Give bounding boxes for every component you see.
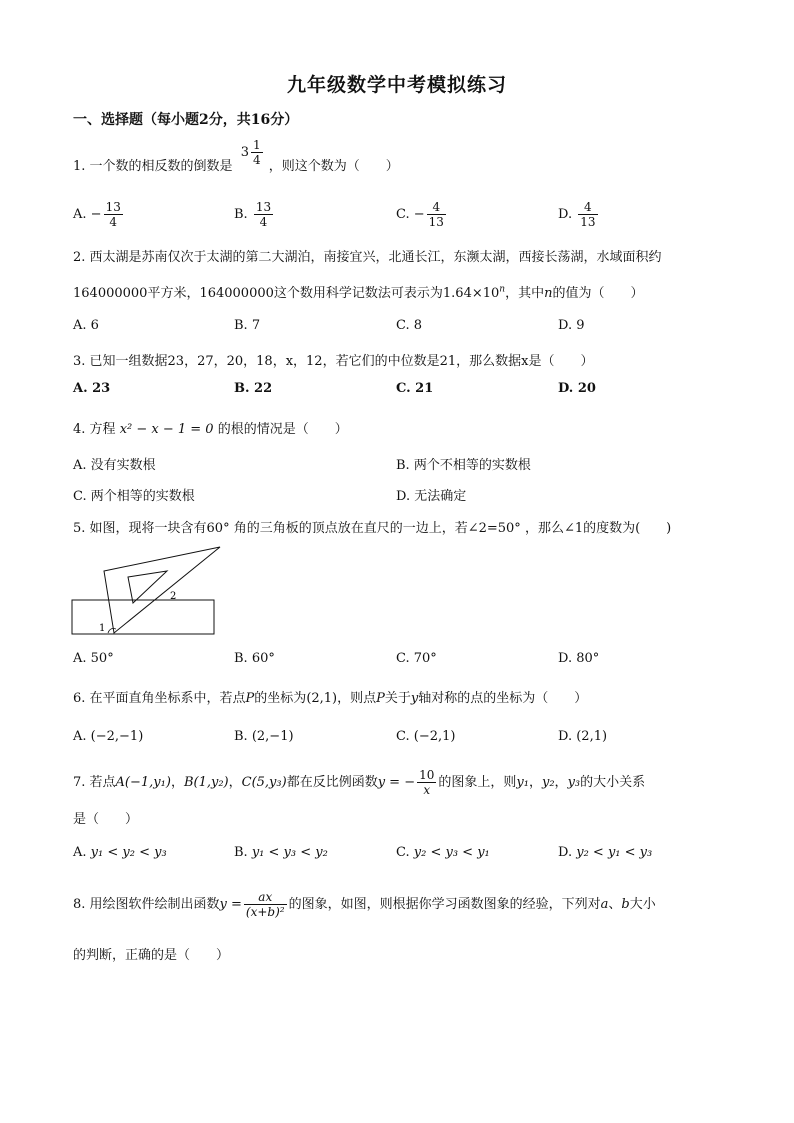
question-1: 1. 一个数的相反数的倒数是 3 $\frac{1}{4}$ ，则这个数为（ ） [73,138,399,174]
q5-option-b[interactable]: B. 60° [234,651,275,666]
angle-label-1: 1 [99,623,106,634]
q5-option-d[interactable]: D. 80° [558,651,600,666]
q6-option-a[interactable]: A. (−2,−1) [73,729,144,744]
section-heading: 一、选择题（每小题2分，共16分） [73,112,299,128]
q3-option-d[interactable]: D. 20 [558,381,596,396]
q4-option-d[interactable]: D. 无法确定 [396,489,467,504]
q3-option-a[interactable]: A. 23 [73,381,111,396]
q7-option-b[interactable]: B. y₁ < y₃ < y₂ [234,845,328,860]
question-8-line-1: 8. 用绘图软件绘制出函数y = $\frac{ax}{\text{(x+b)²}}$ 的图象，如图，则根据你学习函数图象的经验，下列对a、b大小 [73,890,656,919]
q5-option-a[interactable]: A. 50° [73,651,114,666]
q1-option-a[interactable]: A. − $\frac{13}{4}$ [73,200,121,229]
q1-option-d[interactable]: D. $\frac{4}{13}$ [558,200,596,229]
ruler-triangle-figure [70,543,222,638]
question-7-line-2: 是（ ） [73,812,139,827]
mixed-number: 3 $\frac{1}{4}$ [240,138,261,167]
q6-option-b[interactable]: B. (2,−1) [234,729,294,744]
q7-option-d[interactable]: D. y₂ < y₁ < y₃ [558,845,653,860]
set-square-outer [104,547,220,633]
q2-option-a[interactable]: A. 6 [73,318,99,333]
question-4: 4. 方程 x² − x − 1 = 0 的根的情况是（ ） [73,422,348,437]
q6-option-d[interactable]: D. (2,1) [558,729,608,744]
q1-option-c[interactable]: C. − $\frac{4}{13}$ [396,200,444,229]
q2-option-d[interactable]: D. 9 [558,318,585,333]
q7-option-a[interactable]: A. y₁ < y₂ < y₃ [73,845,167,860]
angle-label-2: 2 [170,591,177,602]
q4-option-c[interactable]: C. 两个相等的实数根 [73,489,195,504]
q2-option-c[interactable]: C. 8 [396,318,423,333]
q6-option-c[interactable]: C. (−2,1) [396,729,456,744]
q7-option-c[interactable]: C. y₂ < y₃ < y₁ [396,845,490,860]
question-3: 3. 已知一组数据23，27，20，18，x，12，若它们的中位数是21，那么数据x是（ ） [73,354,594,369]
question-2-line-1: 2. 西太湖是苏南仅次于太湖的第二大湖泊，南接宜兴，北通长江，东濒太湖，西接长荡湖，水域面积约 [73,250,662,265]
question-2-line-2: 164000000平方米，164000000这个数用科学记数法可表示为$1.64\times 10^n$，其中n的值为（ ） [73,284,644,301]
q4-option-b[interactable]: B. 两个不相等的实数根 [396,458,531,473]
page-title: 九年级数学中考模拟练习 [286,74,507,96]
question-5: 5. 如图，现将一块含有60° 角的三角板的顶点放在直尺的一边上，若∠2=50° ，那么∠1的度数为( ) [73,521,672,536]
q4-option-a[interactable]: A. 没有实数根 [73,458,156,473]
q2-option-b[interactable]: B. 7 [234,318,261,333]
question-8-line-2: 的判断，正确的是（ ） [73,948,230,963]
q1-option-b[interactable]: B. $\frac{13}{4}$ [234,200,272,229]
q5-option-c[interactable]: C. 70° [396,651,437,666]
q3-option-b[interactable]: B. 22 [234,381,273,396]
q3-option-c[interactable]: C. 21 [396,381,434,396]
question-6: 6. 在平面直角坐标系中，若点P的坐标为(2,1)，则点P关于y轴对称的点的坐标为（ ） [73,691,588,706]
question-7-line-1: 7. 若点A(−1,y₁)，B(1,y₂)，C(5,y₃)都在反比例函数y = − $\frac{10}{x}$ 的图象上，则y₁，y₂，y₃的大小关系 [73,768,646,797]
